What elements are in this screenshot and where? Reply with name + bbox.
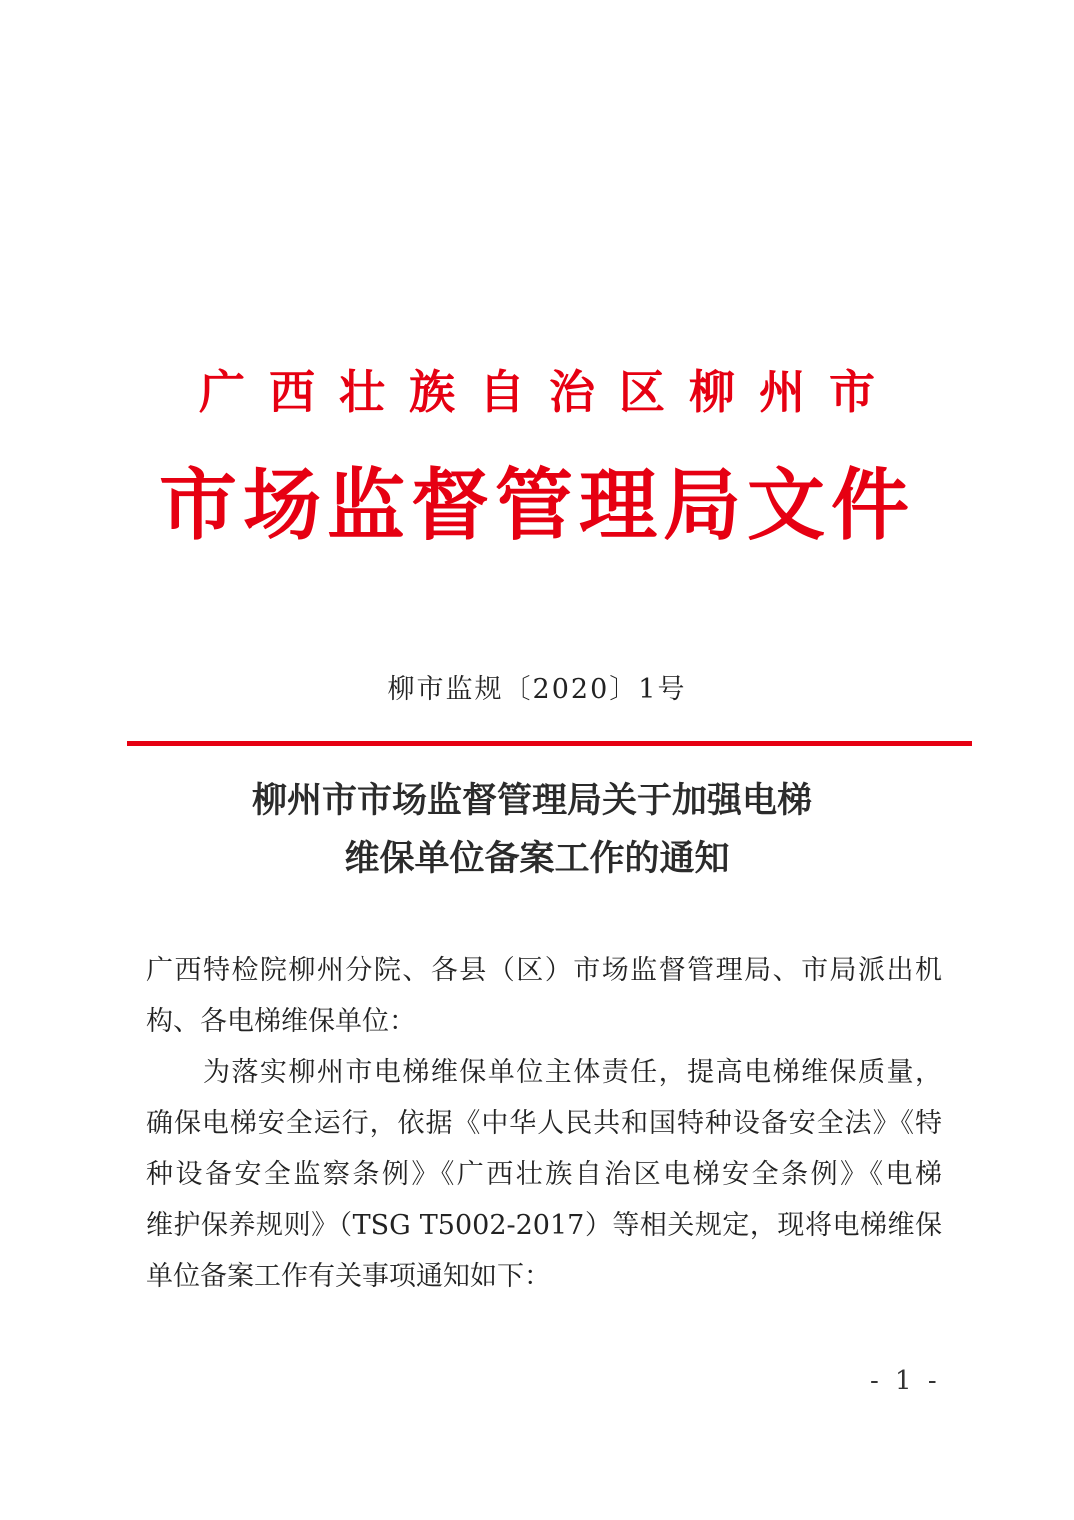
document-title-line2: 维保单位备案工作的通知 xyxy=(344,838,730,879)
addressee-line2: 构、各电梯维保单位： xyxy=(146,1006,416,1037)
addressee-line1: 广西特检院柳州分院、各县（区）市场监督管理局、市局派出机 xyxy=(146,955,942,986)
issuing-authority-line1: 广西壮族自治区柳州市 xyxy=(199,365,899,419)
page-number: - 1 - xyxy=(870,1366,941,1396)
paragraph-line4: 维护保养规则》（TSG T5002-2017）等相关规定，现将电梯维保 xyxy=(146,1210,942,1241)
red-divider-rule xyxy=(127,741,972,746)
document-number: 柳市监规〔2020〕1号 xyxy=(387,674,687,705)
paragraph-line5: 单位备案工作有关事项通知如下： xyxy=(146,1261,551,1292)
issuing-authority-line2: 市场监督管理局文件 xyxy=(158,460,915,551)
paragraph-line3: 种设备安全监察条例》《广西壮族自治区电梯安全条例》《电梯 xyxy=(146,1159,942,1190)
paragraph-line1: 为落实柳州市电梯维保单位主体责任，提高电梯维保质量， xyxy=(146,1057,942,1088)
document-title-line1: 柳州市市场监督管理局关于加强电梯 xyxy=(251,780,812,821)
paragraph-line2: 确保电梯安全运行，依据《中华人民共和国特种设备安全法》《特 xyxy=(146,1108,942,1139)
